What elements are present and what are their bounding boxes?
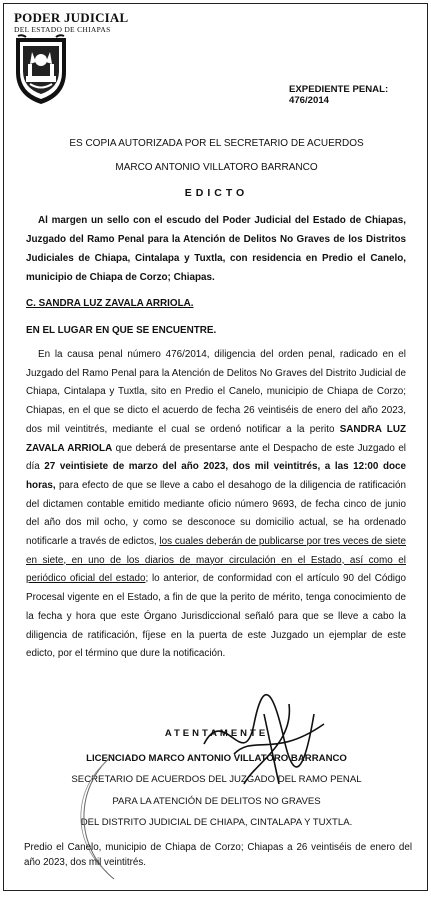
brand-subtitle: DEL ESTADO DE CHIAPAS bbox=[14, 25, 111, 34]
publication-terms: los cuales deberán de publicarse por tres veces de siete en siete, en uno de los diarios de mayor circulación en el Estado, así como el periódico oficial del estado bbox=[26, 536, 406, 585]
location-line: EN EL LUGAR EN QUE SE ENCUENTRE. bbox=[26, 325, 217, 336]
signer-district: DEL DISTRITO JUDICIAL DE CHIAPA, CINTALAPA Y TUXTLA. bbox=[80, 817, 353, 828]
expert-name: SANDRA LUZ ZAVALA ARRIOLA bbox=[26, 423, 406, 454]
coat-of-arms-icon bbox=[12, 34, 70, 106]
authorized-copy-line: ES COPIA AUTORIZADA POR EL SECRETARIO DE ACUERDOS bbox=[69, 138, 364, 149]
secretary-name: MARCO ANTONIO VILLATORO BARRANCO bbox=[115, 162, 318, 173]
issue-place-date: Predio el Canelo, municipio de Chiapa de Corzo; Chiapas a 26 veintiséis de enero del año 2023, dos mil veintitrés. bbox=[24, 842, 412, 868]
body-text-1: En la causa penal número 476/2014, diligencia del orden penal, radicado en el Juzgado del Ramo Penal para la Atención de Delitos No Graves del Distrito Judicial de Chiapa, Cintalapa y Tuxtla, sito en Predio el Canelo, municipio de Chiapa de Corzo; Chiapas, en el que se dicto el acuerdo de fecha 26 veintiséis de enero del año 2023, dos mil veintitrés, mediante el cual se ordenó notificar a la perito bbox=[26, 349, 406, 435]
brand-title: PODER JUDICIAL bbox=[14, 10, 129, 25]
signer-title: SECRETARIO DE ACUERDOS DEL JUZGADO DEL RAMO PENAL bbox=[71, 774, 362, 785]
addressee: C. SANDRA LUZ ZAVALA ARRIOLA. bbox=[26, 298, 194, 309]
body-text-3: para efecto de que se lleve a cabo el desahogo de la diligencia de ratificación del dictamen contable emitido mediante oficio número 9693, de fecha cinco de junio del año dos mil ocho, y como se desconoce su domicilio actual, se ha ordenado notificarle a través de edictos, bbox=[26, 479, 406, 548]
body-text-2: que deberá de presentarse ante el Despacho de este Juzgado el día bbox=[26, 442, 407, 473]
case-number: EXPEDIENTE PENAL: 476/2014 bbox=[289, 84, 389, 106]
hearing-date: 27 veintisiete de marzo del año 2023, dos mil veintitrés, a las 12:00 doce horas, bbox=[26, 461, 406, 491]
signer-name: LICENCIADO MARCO ANTONIO VILLATORO BARRANCO bbox=[86, 753, 347, 764]
body-paragraph bbox=[26, 346, 406, 664]
header-logo bbox=[14, 10, 154, 34]
closing-salutation: ATENTAMENTE bbox=[164, 728, 269, 739]
edict-document bbox=[3, 3, 428, 891]
signer-court: PARA LA ATENCIÓN DE DELITOS NO GRAVES bbox=[112, 796, 321, 807]
document-title: EDICTO bbox=[184, 187, 249, 199]
intro-paragraph: Al margen un sello con el escudo del Poder Judicial del Estado de Chiapas, Juzgado del Ramo Penal para la Atención de Delitos No Graves de los Distritos Judiciales de Chiapa, Cintalapa y Tuxtla, con residencia en Predio el Canelo, municipio de Chiapa de Corzo; Chiapas. bbox=[26, 215, 406, 283]
body-text-4: ; lo anterior, de conformidad con el artículo 90 del Código Procesal vigente en el Estado, a fin de que la perito de mérito, tenga conocimiento de la fecha y hora que este Órgano Jurisdiccional señaló para que se lleve a cabo la diligencia de ratificación, fíjese en la puerta de este Juzgado un ejemplar de este edicto, por el término que dure la notificación. bbox=[26, 573, 406, 660]
